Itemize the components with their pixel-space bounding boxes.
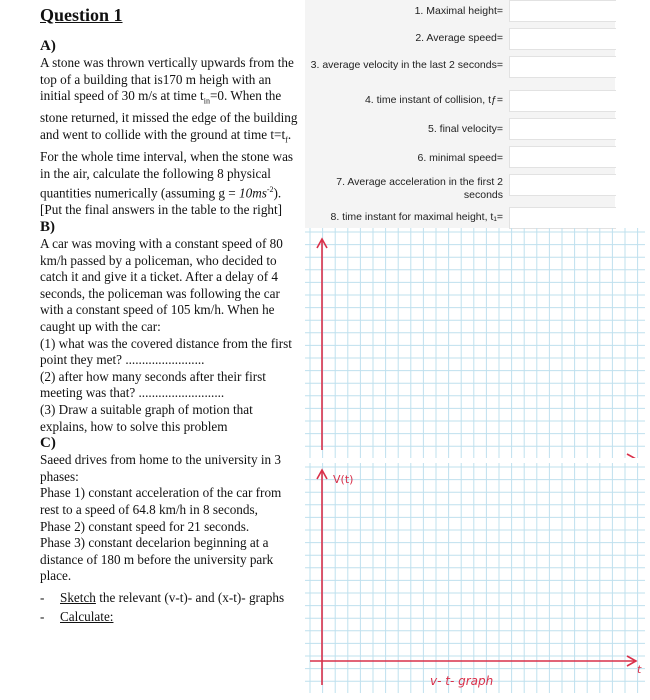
g-value: 10ms xyxy=(239,185,267,201)
part-a-heading: A) xyxy=(40,38,56,54)
answer-label: 8. time instant for maximal height, t₁= xyxy=(330,211,503,223)
bullet-dash: - xyxy=(40,589,45,605)
calculate-label: Calculate: xyxy=(60,608,114,624)
part-b-q3: (3) Draw a suitable graph of motion that explains, how to solve this problem xyxy=(40,401,253,434)
answer-label: 3. average velocity in the last 2 seconds= xyxy=(310,59,503,71)
part-c-heading: C) xyxy=(40,435,56,452)
sub-f: f xyxy=(285,135,288,145)
part-c-phase2: Phase 2) constant speed for 21 seconds. xyxy=(40,518,250,534)
answer-label: 4. time instant of collision, tƒ= xyxy=(364,94,503,106)
bullet-calculate xyxy=(40,607,298,626)
part-c-intro: Saeed drives from home to the university in 3 phases: xyxy=(40,452,281,484)
bullet-sketch xyxy=(40,588,298,607)
y-axis-label: V(t) xyxy=(333,473,354,486)
part-a-text-2: =0. When the stone returned, it missed the edge of the building and went to collide with the ground at time t=t xyxy=(40,88,298,143)
part-b-q2: (2) after how many seconds after their first meeting was that? .......................... xyxy=(40,368,266,401)
answer-input-7[interactable] xyxy=(509,174,616,196)
answer-input-4[interactable] xyxy=(509,90,616,112)
answer-label: 1. Maximal height= xyxy=(414,5,503,17)
answer-table xyxy=(305,0,615,228)
grid-lines xyxy=(305,228,645,458)
answer-label: 6. minimal speed= xyxy=(417,152,503,164)
question-title: Question 1 xyxy=(40,5,123,25)
answer-input-1[interactable] xyxy=(509,0,616,22)
part-b-heading: B) xyxy=(40,219,55,236)
part-a-text-4: ). [Put the final answers in the table to the right] xyxy=(40,185,283,218)
bullet-dash: - xyxy=(40,608,45,624)
graph-paper-vt[interactable] xyxy=(305,463,645,693)
part-c-phase1: Phase 1) constant acceleration of the car from rest to a speed of 64.8 km/h in 8 seconds, xyxy=(40,485,282,517)
part-c-phase3: Phase 3) constant decelarion beginning at a distance of 180 m before the university park place. xyxy=(40,535,274,584)
part-a-text-1: A stone was thrown vertically upwards from the top of a building that is170 m heigh with an initial speed of 30 m/s at time t xyxy=(40,55,294,104)
g-exp: -2 xyxy=(266,185,274,195)
answer-input-8[interactable] xyxy=(509,207,616,229)
sub-in: in xyxy=(203,96,210,106)
part-b-text: A car was moving with a constant speed of 80 km/h passed by a policeman, who decided to catch it and give it a ticket. After a delay of 4 seconds, the policeman was following the car with a constant speed of 105 km/h. When he caught up with the car: xyxy=(40,236,283,334)
answer-input-2[interactable] xyxy=(509,28,616,50)
answer-input-6[interactable] xyxy=(509,146,616,168)
answer-input-5[interactable] xyxy=(509,118,616,140)
graph-paper-motion[interactable] xyxy=(305,228,645,458)
answer-input-3[interactable] xyxy=(509,56,616,78)
x-axis-label: t xyxy=(637,663,642,676)
graph-caption: v- t- graph xyxy=(430,674,494,688)
answer-label: 5. final velocity= xyxy=(428,123,503,135)
sketch-rest: the relevant (v-t)- and (x-t)- graphs xyxy=(95,589,285,605)
part-a-text-3: . For the whole time interval, when the stone was in the air, calculate the following 8 physical quantities numerically (assuming g = xyxy=(40,127,294,201)
answer-label: 2. Average speed= xyxy=(415,32,503,44)
part-b-q1: (1) what was the covered distance from the first point they met? ........................ xyxy=(40,335,292,368)
sketch-underlined: Sketch xyxy=(60,589,96,605)
grid-lines xyxy=(305,463,645,693)
x-axis-arrow-icon xyxy=(627,454,636,458)
part-a-text xyxy=(40,55,298,219)
answer-label: 7. Average acceleration in the first 2 seconds xyxy=(336,176,503,201)
questions-column xyxy=(40,4,298,626)
bullet-sketch-text xyxy=(60,588,284,607)
